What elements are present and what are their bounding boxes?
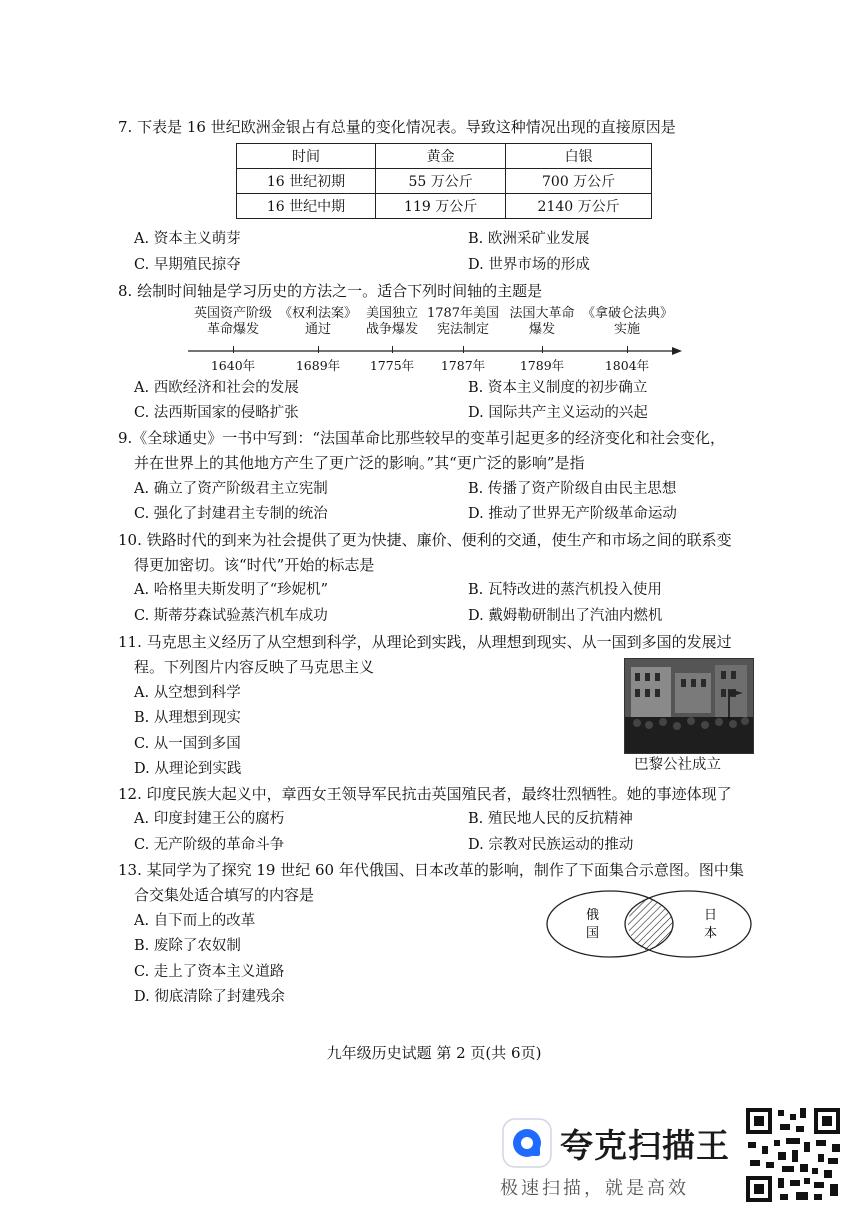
timeline-event-1787 <box>418 306 508 338</box>
timeline-year: 1787年 <box>440 358 486 373</box>
q12-option-b: B. 殖民地人民的反抗精神 <box>468 811 633 827</box>
timeline-tick <box>318 346 319 353</box>
q10-stem-line2: 得更加密切。该“时代”开始的标志是 <box>134 556 375 574</box>
timeline-year: 1689年 <box>295 358 341 373</box>
q13-option-d: D. 彻底清除了封建残余 <box>134 989 285 1005</box>
timeline-event-line2: 战争爆发 <box>365 322 418 337</box>
q10-option-b: B. 瓦特改进的蒸汽机投入使用 <box>468 582 662 598</box>
scanner-watermark <box>498 1112 738 1199</box>
q7-option-d: D. 世界市场的形成 <box>468 257 590 273</box>
q11-stem-line2: 程。下列图片内容反映了马克思主义 <box>134 658 375 676</box>
q11-option-a: A. 从空想到科学 <box>134 685 241 701</box>
q9-option-d: D. 推动了世界无产阶级革命运动 <box>468 506 677 522</box>
timeline-tick <box>627 346 628 353</box>
venn-label-japan: 日 <box>704 908 718 923</box>
timeline-tick <box>463 346 464 353</box>
timeline-event-line1: 《拿破仑法典》 <box>582 306 674 321</box>
q10-option-c: C. 斯蒂芬森试验蒸汽机车成功 <box>134 608 328 624</box>
q11-option-c: C. 从一国到多国 <box>134 736 241 752</box>
page-footer: 九年级历史试题 第 2 页(共 6页) <box>326 1044 542 1062</box>
q10-stem-line1: 10. 铁路时代的到来为社会提供了更为快捷、廉价、便利的交通，使生产和市场之间的联系变 <box>118 531 732 549</box>
q13-stem-line1: 13. 某同学为了探究 19 世纪 60 年代俄国、日本改革的影响，制作了下面集合示意图。图中集 <box>118 861 744 879</box>
timeline-event-line1: 《权利法案》 <box>278 306 357 321</box>
timeline-event-1640 <box>188 306 278 338</box>
timeline-event-line2: 爆发 <box>528 322 555 337</box>
q7-option-a: A. 资本主义萌芽 <box>134 231 241 247</box>
brand-logo-icon <box>502 1118 552 1168</box>
timeline-tick <box>392 346 393 353</box>
q8-option-a: A. 西欧经济和社会的发展 <box>134 380 299 396</box>
venn-label-japan: 本 <box>704 926 718 941</box>
timeline-year: 1804年 <box>604 358 650 373</box>
venn-label-russia: 俄 <box>586 908 600 923</box>
q12-option-c: C. 无产阶级的革命斗争 <box>134 837 285 853</box>
engraving-illustration <box>625 659 753 753</box>
q11-option-b: B. 从理想到现实 <box>134 710 241 726</box>
timeline-event-line2: 实施 <box>613 322 640 337</box>
table-row <box>237 169 652 194</box>
timeline-event-line1: 1787年美国 <box>426 306 500 321</box>
q11-stem-line1: 11. 马克思主义经历了从空想到科学，从理论到实践，从理想到现实、从一国到多国的发展过 <box>118 633 732 651</box>
q9-stem-line1: 9.《全球通史》一书中写到：“法国革命比那些较早的变革引起更多的经济变化和社会变化， <box>118 429 725 447</box>
table-cell: 119 万公斤 <box>376 194 506 219</box>
timeline-year: 1789年 <box>519 358 565 373</box>
q12-option-d: D. 宗教对民族运动的推动 <box>468 837 634 853</box>
q10-option-d: D. 戴姆勒研制出了汽油内燃机 <box>468 608 663 624</box>
gold-silver-table <box>236 143 652 219</box>
timeline-tick <box>542 346 543 353</box>
q8-option-c: C. 法西斯国家的侵略扩张 <box>134 405 299 421</box>
q13-stem-line2: 合交集处适合填写的内容是 <box>134 886 315 904</box>
timeline-event-line2: 宪法制定 <box>436 322 489 337</box>
q13-option-c: C. 走上了资本主义道路 <box>134 964 285 980</box>
brand-slogan: 极速扫描，就是高效 <box>500 1178 689 1199</box>
q7-option-c: C. 早期殖民掠夺 <box>134 257 241 273</box>
q8-stem: 8. 绘制时间轴是学习历史的方法之一。适合下列时间轴的主题是 <box>118 282 543 300</box>
timeline-year: 1640年 <box>210 358 256 373</box>
q7-option-b: B. 欧洲采矿业发展 <box>468 231 590 247</box>
timeline-event-line1: 英国资产阶级 <box>193 306 272 321</box>
q8-option-d: D. 国际共产主义运动的兴起 <box>468 405 648 421</box>
timeline-event-line1: 法国大革命 <box>509 306 575 321</box>
timeline-event-1804 <box>582 306 672 338</box>
q9-option-c: C. 强化了封建君主专制的统治 <box>134 506 328 522</box>
q11-option-d: D. 从理论到实践 <box>134 761 242 777</box>
image-caption: 巴黎公社成立 <box>634 757 721 773</box>
table-header: 白银 <box>506 144 652 169</box>
paris-commune-image <box>624 658 754 754</box>
q9-option-a: A. 确立了资产阶级君主立宪制 <box>134 481 328 497</box>
table-cell: 16 世纪初期 <box>237 169 376 194</box>
timeline-year: 1775年 <box>369 358 415 373</box>
q9-option-b: B. 传播了资产阶级自由民主思想 <box>468 481 677 497</box>
timeline-event-line1: 美国独立 <box>365 306 418 321</box>
table-cell: 16 世纪中期 <box>237 194 376 219</box>
q12-option-a: A. 印度封建王公的腐朽 <box>134 811 285 827</box>
table-header: 时间 <box>237 144 376 169</box>
q12-stem: 12. 印度民族大起义中，章西女王领导军民抗击英国殖民者，最终壮烈牺牲。她的事迹体现了 <box>118 785 732 803</box>
table-cell: 2140 万公斤 <box>506 194 652 219</box>
q7-stem: 7. 下表是 16 世纪欧洲金银占有总量的变化情况表。导致这种情况出现的直接原因是 <box>118 118 676 136</box>
timeline-event-line2: 革命爆发 <box>206 322 259 337</box>
q13-option-a: A. 自下而上的改革 <box>134 913 256 929</box>
q10-option-a: A. 哈格里夫斯发明了“珍妮机” <box>134 582 329 598</box>
table-cell: 700 万公斤 <box>506 169 652 194</box>
q13-option-b: B. 废除了农奴制 <box>134 938 241 954</box>
table-row <box>237 194 652 219</box>
venn-label-russia: 国 <box>586 926 600 941</box>
table-cell: 55 万公斤 <box>376 169 506 194</box>
qr-code-icon <box>744 1106 842 1204</box>
timeline-event-1789 <box>497 306 587 338</box>
q8-option-b: B. 资本主义制度的初步确立 <box>468 380 648 396</box>
venn-diagram <box>544 888 754 960</box>
table-header: 黄金 <box>376 144 506 169</box>
timeline-event-line2: 通过 <box>304 322 331 337</box>
q9-stem-line2: 并在世界上的其他地方产生了更广泛的影响。”其“更广泛的影响”是指 <box>134 454 585 472</box>
timeline-tick <box>233 346 234 353</box>
brand-name: 夸克扫描王 <box>560 1126 730 1165</box>
